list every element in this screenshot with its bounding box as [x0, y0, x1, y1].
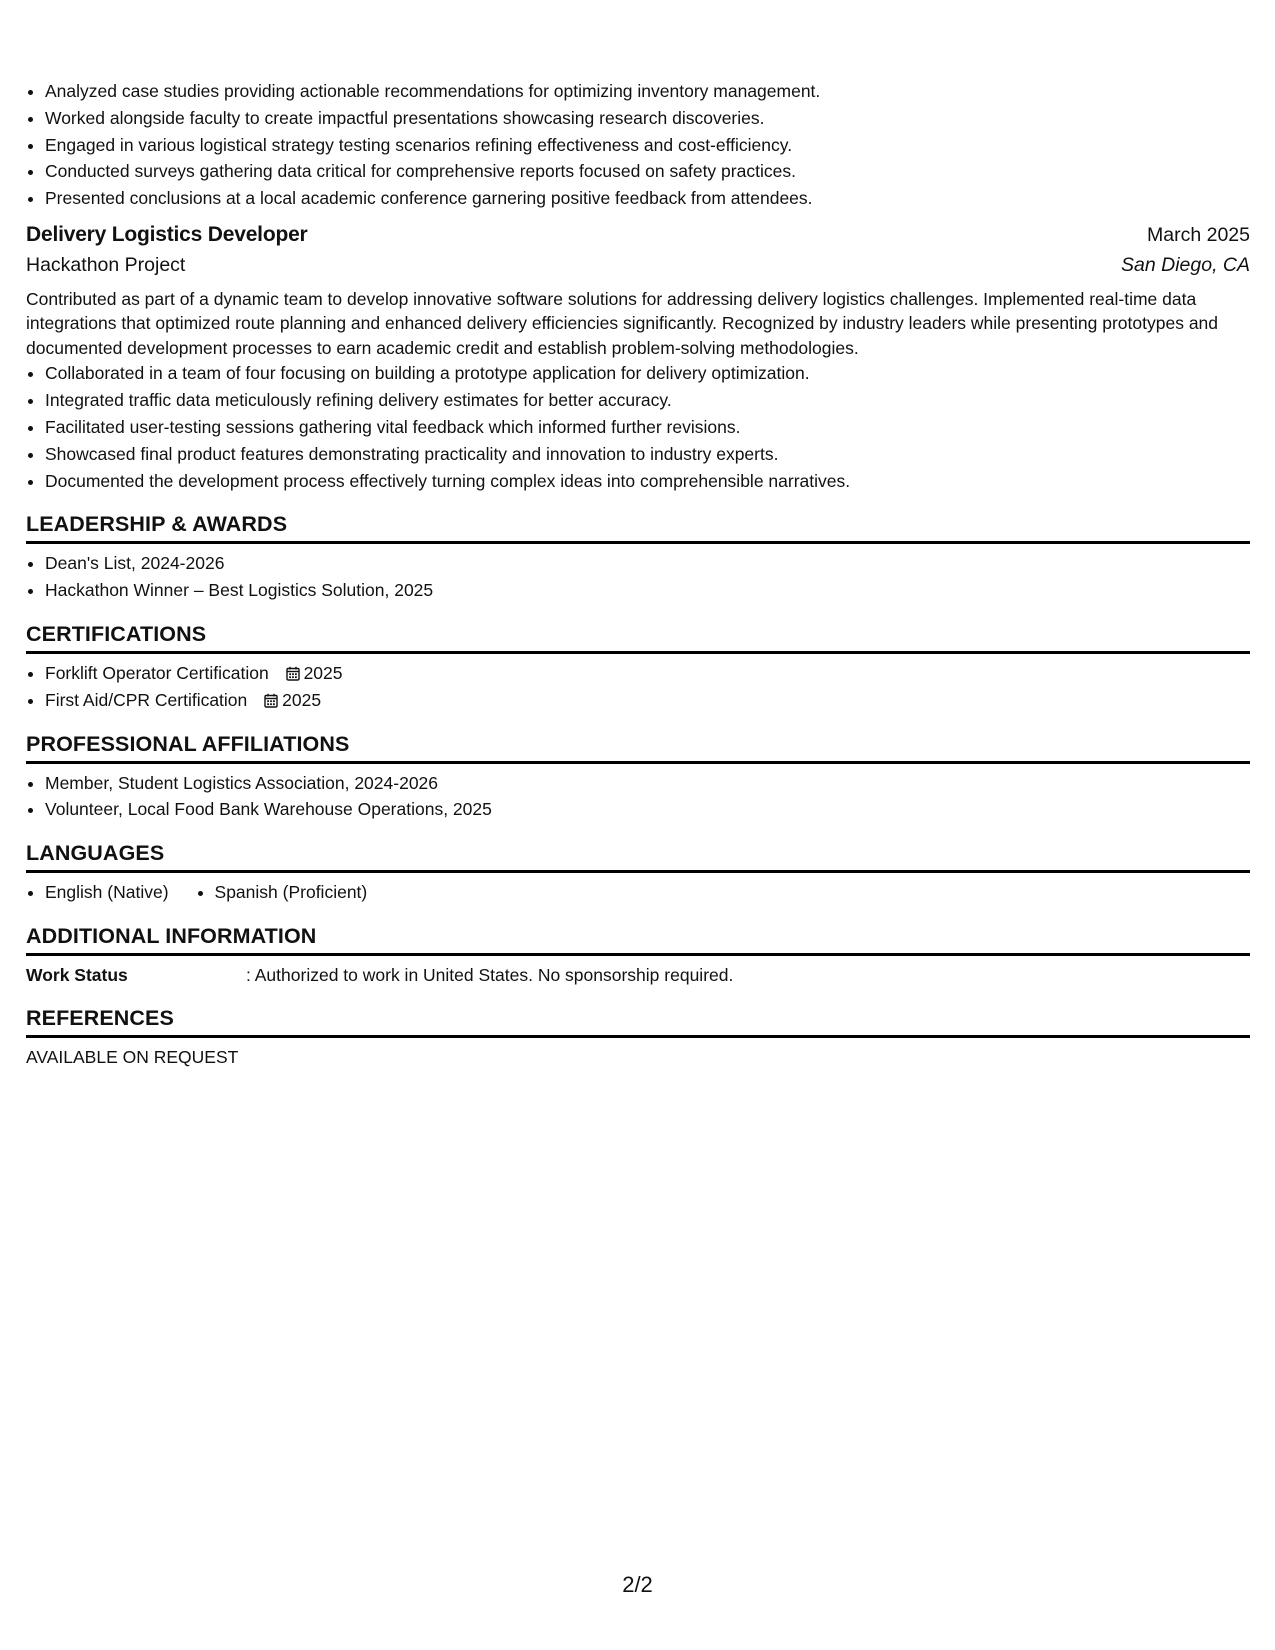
job-entry	[26, 223, 1250, 494]
section-title: CERTIFICATIONS	[26, 622, 1250, 654]
list-item	[45, 687, 1250, 714]
references-section	[26, 1006, 1250, 1070]
list-item: • Worked alongside faculty to create impactful presentations showcasing research discoveries.	[45, 105, 1250, 132]
list-item	[45, 660, 1250, 687]
page-number: 2/2	[622, 1572, 653, 1597]
list-item: • Presented conclusions at a local academic conference garnering positive feedback from attendees.	[45, 185, 1250, 212]
certification-name: First Aid/CPR Certification	[45, 689, 248, 710]
section-title: PROFESSIONAL AFFILIATIONS	[26, 732, 1250, 764]
list-item: • Volunteer, Local Food Bank Warehouse Operations, 2025	[45, 796, 1250, 823]
certification-name: Forklift Operator Certification	[45, 663, 269, 684]
language-item: • English (Native)	[45, 879, 169, 906]
resume-page	[26, 78, 1250, 1070]
job-location: San Diego, CA	[1121, 253, 1250, 276]
language-item: • Spanish (Proficient)	[215, 879, 368, 906]
list-item: • Showcased final product features demonstrating practicality and innovation to industry experts.	[45, 441, 1250, 468]
job-organization: Hackathon Project	[26, 253, 186, 276]
languages-section	[26, 841, 1250, 906]
list-item: • Engaged in various logistical strategy testing scenarios refining effectiveness and cost-efficiency.	[45, 132, 1250, 159]
job-description: Contributed as part of a dynamic team to develop innovative software solutions for addressing delivery logistics challenges. Implemented real-time data integrations that optimized route planning and enhanced delivery efficiencies significantly. Recognized by industry leaders while presenting prototypes and documented development processes to earn academic credit and establish problem-solving methodologies.	[26, 288, 1219, 358]
certification-year: 2025	[303, 663, 343, 684]
list-item: • Collaborated in a team of four focusing on building a prototype application for delivery optimization.	[45, 360, 1250, 387]
calendar-icon	[286, 666, 300, 681]
job-bullets	[26, 360, 1250, 494]
job-date: March 2025	[1147, 223, 1250, 246]
references-text: AVAILABLE ON REQUEST	[26, 1047, 239, 1068]
list-item: • Facilitated user-testing sessions gathering vital feedback which informed further revisions.	[45, 414, 1250, 441]
list-item: • Integrated traffic data meticulously refining delivery estimates for better accuracy.	[45, 387, 1250, 414]
additional-info-section	[26, 924, 1250, 988]
list-item: • Hackathon Winner – Best Logistics Solution, 2025	[45, 577, 1250, 604]
experience-bullets-continued	[26, 78, 1250, 212]
section-title: REFERENCES	[26, 1006, 1250, 1038]
section-title: ADDITIONAL INFORMATION	[26, 924, 1250, 956]
list-item: • Analyzed case studies providing actionable recommendations for optimizing inventory management.	[45, 78, 1250, 105]
work-status-label: Work Status	[26, 965, 128, 986]
certification-year: 2025	[282, 689, 322, 710]
certifications-section	[26, 622, 1250, 714]
list-item: • Dean's List, 2024-2026	[45, 550, 1250, 577]
job-title: Delivery Logistics Developer	[26, 222, 308, 246]
list-item: • Documented the development process effectively turning complex ideas into comprehensible narratives.	[45, 468, 1250, 495]
leadership-section	[26, 512, 1250, 604]
calendar-icon	[264, 693, 278, 708]
list-item: • Member, Student Logistics Association, 2024-2026	[45, 770, 1250, 797]
work-status-value: : Authorized to work in United States. No sponsorship required.	[246, 965, 734, 986]
affiliations-section	[26, 732, 1250, 824]
list-item: • Conducted surveys gathering data critical for comprehensive reports focused on safety practices.	[45, 158, 1250, 185]
section-title: LANGUAGES	[26, 841, 1250, 873]
section-title: LEADERSHIP & AWARDS	[26, 512, 1250, 544]
